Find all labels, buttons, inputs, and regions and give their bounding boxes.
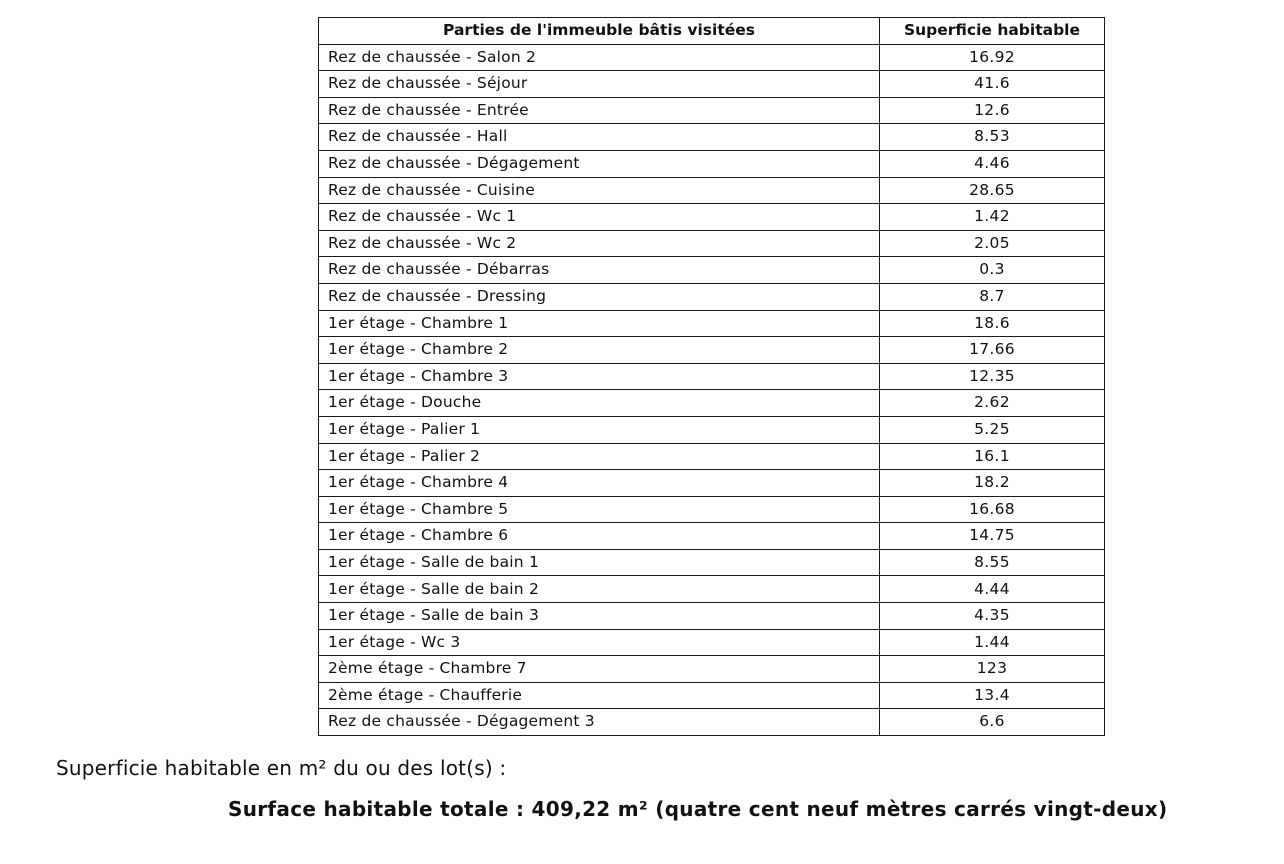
cell-part: 1er étage - Chambre 4 xyxy=(319,470,880,497)
table-header-row xyxy=(319,18,1105,45)
cell-area: 123 xyxy=(880,656,1105,683)
cell-area: 18.2 xyxy=(880,470,1105,497)
cell-part: Rez de chaussée - Wc 1 xyxy=(319,204,880,231)
cell-part: Rez de chaussée - Débarras xyxy=(319,257,880,284)
cell-area: 16.1 xyxy=(880,443,1105,470)
table-row xyxy=(319,257,1105,284)
cell-part: Rez de chaussée - Cuisine xyxy=(319,177,880,204)
table-row xyxy=(319,416,1105,443)
cell-part: Rez de chaussée - Dégagement 3 xyxy=(319,709,880,736)
header-area: Superficie habitable xyxy=(880,18,1105,45)
table-row xyxy=(319,549,1105,576)
cell-part: Rez de chaussée - Salon 2 xyxy=(319,44,880,71)
table-row xyxy=(319,523,1105,550)
cell-part: 1er étage - Chambre 2 xyxy=(319,337,880,364)
cell-area: 16.68 xyxy=(880,496,1105,523)
table-body xyxy=(319,44,1105,735)
cell-area: 4.44 xyxy=(880,576,1105,603)
cell-area: 4.35 xyxy=(880,603,1105,630)
table-row xyxy=(319,470,1105,497)
cell-area: 8.55 xyxy=(880,549,1105,576)
table-row xyxy=(319,496,1105,523)
table-row xyxy=(319,337,1105,364)
surface-table xyxy=(318,17,1105,736)
table-row xyxy=(319,443,1105,470)
cell-area: 2.05 xyxy=(880,230,1105,257)
cell-part: Rez de chaussée - Hall xyxy=(319,124,880,151)
cell-part: 1er étage - Salle de bain 2 xyxy=(319,576,880,603)
cell-area: 4.46 xyxy=(880,150,1105,177)
cell-part: 2ème étage - Chambre 7 xyxy=(319,656,880,683)
table-row xyxy=(319,363,1105,390)
cell-part: 1er étage - Wc 3 xyxy=(319,629,880,656)
table-row xyxy=(319,230,1105,257)
cell-part: 2ème étage - Chaufferie xyxy=(319,682,880,709)
cell-area: 16.92 xyxy=(880,44,1105,71)
table-row xyxy=(319,204,1105,231)
table-row xyxy=(319,97,1105,124)
cell-area: 8.7 xyxy=(880,283,1105,310)
cell-area: 41.6 xyxy=(880,71,1105,98)
cell-area: 18.6 xyxy=(880,310,1105,337)
cell-area: 1.44 xyxy=(880,629,1105,656)
cell-part: 1er étage - Chambre 3 xyxy=(319,363,880,390)
table-row xyxy=(319,150,1105,177)
table-row xyxy=(319,310,1105,337)
cell-area: 14.75 xyxy=(880,523,1105,550)
cell-area: 0.3 xyxy=(880,257,1105,284)
table-row xyxy=(319,682,1105,709)
table-row xyxy=(319,603,1105,630)
cell-part: 1er étage - Douche xyxy=(319,390,880,417)
cell-area: 1.42 xyxy=(880,204,1105,231)
cell-area: 17.66 xyxy=(880,337,1105,364)
table-row xyxy=(319,124,1105,151)
cell-part: 1er étage - Chambre 6 xyxy=(319,523,880,550)
table-row xyxy=(319,629,1105,656)
cell-part: Rez de chaussée - Wc 2 xyxy=(319,230,880,257)
table-row xyxy=(319,390,1105,417)
summary-label: Superficie habitable en m² du ou des lot(s) : xyxy=(56,756,507,780)
cell-part: Rez de chaussée - Séjour xyxy=(319,71,880,98)
table-row xyxy=(319,177,1105,204)
cell-part: Rez de chaussée - Entrée xyxy=(319,97,880,124)
table-row xyxy=(319,709,1105,736)
cell-area: 5.25 xyxy=(880,416,1105,443)
table-row xyxy=(319,656,1105,683)
header-part: Parties de l'immeuble bâtis visitées xyxy=(319,18,880,45)
table-row xyxy=(319,71,1105,98)
summary-total: Surface habitable totale : 409,22 m² (quatre cent neuf mètres carrés vingt-deux) xyxy=(228,797,1168,821)
table-row xyxy=(319,576,1105,603)
cell-part: 1er étage - Palier 2 xyxy=(319,443,880,470)
cell-part: 1er étage - Chambre 1 xyxy=(319,310,880,337)
cell-area: 6.6 xyxy=(880,709,1105,736)
cell-area: 28.65 xyxy=(880,177,1105,204)
cell-area: 2.62 xyxy=(880,390,1105,417)
cell-area: 8.53 xyxy=(880,124,1105,151)
cell-area: 13.4 xyxy=(880,682,1105,709)
table-row xyxy=(319,44,1105,71)
cell-part: Rez de chaussée - Dressing xyxy=(319,283,880,310)
cell-part: 1er étage - Salle de bain 3 xyxy=(319,603,880,630)
cell-area: 12.6 xyxy=(880,97,1105,124)
cell-part: Rez de chaussée - Dégagement xyxy=(319,150,880,177)
cell-part: 1er étage - Salle de bain 1 xyxy=(319,549,880,576)
table-row xyxy=(319,283,1105,310)
cell-part: 1er étage - Palier 1 xyxy=(319,416,880,443)
cell-part: 1er étage - Chambre 5 xyxy=(319,496,880,523)
cell-area: 12.35 xyxy=(880,363,1105,390)
